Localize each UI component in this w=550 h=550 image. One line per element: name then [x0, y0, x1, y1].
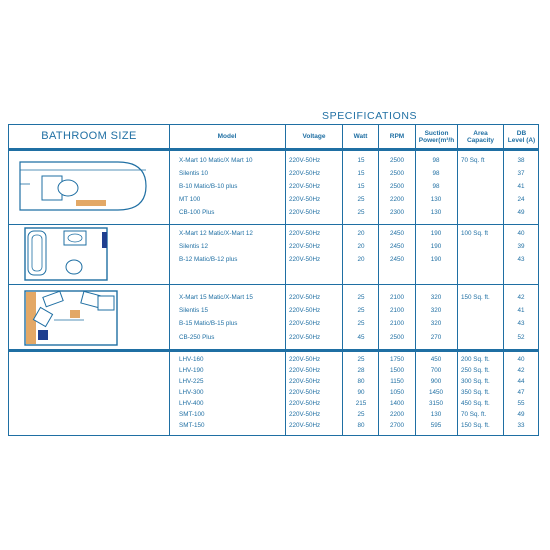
cell-rpm: 1150: [390, 378, 404, 385]
cell-voltage: 220V-50Hz: [289, 196, 321, 203]
cell-db: 40: [517, 230, 525, 237]
cell-watt: 25: [357, 356, 365, 363]
group-divider-1: [8, 224, 539, 225]
cell-model: LHV-300: [179, 389, 204, 396]
cell-model: LHV-190: [179, 367, 204, 374]
cell-voltage: 220V-50Hz: [289, 411, 321, 418]
cell-area: 450 Sq. ft.: [461, 400, 490, 407]
header-rpm: RPM: [389, 133, 405, 141]
cell-model: X-Mart 12 Matic/X-Mart 12: [179, 230, 253, 237]
cell-voltage: 220V-50Hz: [289, 256, 321, 263]
cell-suction: 1450: [428, 389, 443, 396]
cell-db: 49: [517, 209, 525, 216]
header-area-line1: Area: [473, 129, 488, 137]
cell-voltage: 220V-50Hz: [289, 422, 321, 429]
medium-bathroom-plan-icon: [24, 227, 114, 281]
cell-suction: 98: [432, 183, 440, 190]
group-divider-2: [8, 284, 539, 285]
cell-voltage: 220V-50Hz: [289, 378, 321, 385]
cell-suction: 595: [430, 422, 442, 429]
col-divider: [285, 124, 286, 436]
cell-model: LHV-160: [179, 356, 204, 363]
cell-db: 44: [517, 378, 525, 385]
cell-rpm: 2450: [389, 243, 404, 250]
cell-area: 150 Sq. ft.: [461, 294, 490, 301]
col-divider: [457, 124, 458, 436]
group-divider-3: [8, 349, 539, 352]
cell-rpm: 1050: [389, 389, 404, 396]
col-divider: [503, 124, 504, 436]
cell-watt: 25: [357, 411, 365, 418]
cell-voltage: 220V-50Hz: [289, 294, 321, 301]
col-divider: [342, 124, 343, 436]
cell-rpm: 2100: [389, 294, 404, 301]
header-db-line2: Level (A): [507, 137, 536, 144]
cell-db: 40: [517, 356, 525, 363]
cell-suction: 98: [432, 157, 440, 164]
cell-rpm: 2500: [389, 334, 404, 341]
cell-suction: 320: [430, 307, 442, 314]
cell-watt: 25: [357, 209, 365, 216]
cell-suction: 320: [430, 294, 442, 301]
cell-suction: 270: [430, 334, 442, 341]
header-bathroom-size: BATHROOM SIZE: [41, 130, 137, 143]
cell-model: LHV-400: [179, 400, 204, 407]
cell-rpm: 2200: [389, 196, 404, 203]
cell-rpm: 1500: [389, 367, 404, 374]
cell-voltage: 220V-50Hz: [289, 183, 321, 190]
header-voltage: Voltage: [302, 133, 326, 141]
cell-model: B-15 Matic/B-15 plus: [179, 320, 238, 327]
header-db-line1: DB: [516, 129, 527, 137]
cell-model: SMT-150: [179, 422, 205, 429]
cell-watt: 20: [357, 256, 365, 263]
cell-watt: 25: [357, 320, 365, 327]
cell-db: 43: [517, 256, 525, 263]
cell-rpm: 2100: [389, 320, 404, 327]
cell-watt: 20: [357, 243, 365, 250]
cell-watt: 15: [357, 157, 365, 164]
cell-watt: 25: [357, 307, 365, 314]
cell-voltage: 220V-50Hz: [289, 356, 321, 363]
cell-voltage: 220V-50Hz: [289, 400, 321, 407]
cell-area: 100 Sq. ft: [461, 230, 488, 237]
cell-suction: 700: [430, 367, 442, 374]
cell-watt: 80: [357, 422, 365, 429]
cell-db: 41: [517, 183, 525, 190]
col-divider: [415, 124, 416, 436]
cell-model: MT 100: [179, 196, 201, 203]
cell-db: 43: [517, 320, 525, 327]
cell-suction: 320: [430, 320, 442, 327]
cell-area: 70 Sq. ft.: [461, 411, 487, 418]
cell-model: Silentis 15: [179, 307, 209, 314]
cell-db: 55: [517, 400, 525, 407]
cell-rpm: 2500: [389, 157, 404, 164]
cell-model: B-10 Matic/B-10 plus: [179, 183, 238, 190]
cell-area: 70 Sq. ft: [461, 157, 485, 164]
cell-db: 37: [517, 170, 525, 177]
cell-watt: 20: [357, 230, 365, 237]
cell-watt: 25: [357, 294, 365, 301]
cell-suction: 900: [430, 378, 442, 385]
cell-suction: 190: [430, 243, 442, 250]
cell-model: Silentis 10: [179, 170, 209, 177]
cell-rpm: 2500: [389, 170, 404, 177]
cell-voltage: 220V-50Hz: [289, 157, 321, 164]
cell-model: SMT-100: [179, 411, 205, 418]
header-suction: [416, 125, 457, 149]
cell-watt: 215: [355, 400, 367, 407]
cell-suction: 130: [430, 411, 442, 418]
cell-area: 350 Sq. ft.: [461, 389, 490, 396]
cell-suction: 190: [430, 256, 442, 263]
cell-voltage: 220V-50Hz: [289, 209, 321, 216]
header-watt: Watt: [353, 133, 368, 141]
cell-area: 300 Sq. ft.: [461, 378, 490, 385]
cell-voltage: 220V-50Hz: [289, 307, 321, 314]
header-suction-line2: Power(m³/h: [418, 137, 455, 144]
cell-suction: 450: [430, 356, 442, 363]
cell-watt: 45: [357, 334, 365, 341]
cell-model: X-Mart 10 Matic/X Mart 10: [179, 157, 253, 164]
cell-watt: 28: [357, 367, 365, 374]
cell-db: 41: [517, 307, 525, 314]
cell-area: 200 Sq. ft.: [461, 356, 490, 363]
header-model: Model: [217, 133, 237, 141]
cell-db: 42: [517, 367, 525, 374]
header-db: [504, 125, 539, 149]
cell-suction: 3150: [428, 400, 443, 407]
cell-model: Silentis 12: [179, 243, 209, 250]
cell-suction: 190: [430, 230, 442, 237]
cell-voltage: 220V-50Hz: [289, 170, 321, 177]
cell-area: 150 Sq. ft.: [461, 422, 490, 429]
cell-rpm: 2700: [389, 422, 404, 429]
cell-watt: 15: [357, 183, 365, 190]
page-title: SPECIFICATIONS: [322, 110, 418, 122]
cell-model: CB-100 Plus: [179, 209, 215, 216]
cell-watt: 25: [357, 196, 365, 203]
cell-db: 39: [517, 243, 525, 250]
cell-watt: 80: [357, 378, 365, 385]
cell-model: X-Mart 15 Matic/X-Mart 15: [179, 294, 253, 301]
cell-voltage: 220V-50Hz: [289, 389, 321, 396]
cell-voltage: 220V-50Hz: [289, 243, 321, 250]
cell-rpm: 2100: [389, 307, 404, 314]
small-bathroom-plan-icon: [18, 156, 166, 214]
col-divider: [378, 124, 379, 436]
cell-voltage: 220V-50Hz: [289, 367, 321, 374]
cell-voltage: 220V-50Hz: [289, 334, 321, 341]
cell-db: 49: [517, 411, 525, 418]
cell-voltage: 220V-50Hz: [289, 230, 321, 237]
cell-model: LHV-225: [179, 378, 204, 385]
cell-rpm: 1750: [389, 356, 404, 363]
cell-model: CB-250 Plus: [179, 334, 215, 341]
cell-suction: 130: [430, 196, 442, 203]
header-area: [458, 125, 503, 149]
cell-rpm: 1400: [389, 400, 404, 407]
cell-rpm: 2450: [389, 256, 404, 263]
cell-model: B-12 Matic/B-12 plus: [179, 256, 238, 263]
cell-voltage: 220V-50Hz: [289, 320, 321, 327]
cell-rpm: 2200: [389, 411, 404, 418]
header-suction-line1: Suction: [424, 129, 449, 137]
cell-suction: 98: [432, 170, 440, 177]
cell-db: 42: [517, 294, 525, 301]
large-bathroom-plan-icon: [24, 290, 120, 346]
cell-db: 33: [517, 422, 525, 429]
cell-rpm: 2450: [389, 230, 404, 237]
cell-rpm: 2500: [389, 183, 404, 190]
col-divider: [169, 124, 170, 436]
cell-rpm: 2300: [389, 209, 404, 216]
cell-watt: 15: [357, 170, 365, 177]
cell-db: 24: [517, 196, 525, 203]
cell-watt: 90: [357, 389, 365, 396]
cell-db: 38: [517, 157, 525, 164]
cell-db: 47: [517, 389, 525, 396]
cell-db: 52: [517, 334, 525, 341]
header-area-line2: Capacity: [466, 137, 495, 144]
cell-area: 250 Sq. ft.: [461, 367, 490, 374]
cell-suction: 130: [430, 209, 442, 216]
